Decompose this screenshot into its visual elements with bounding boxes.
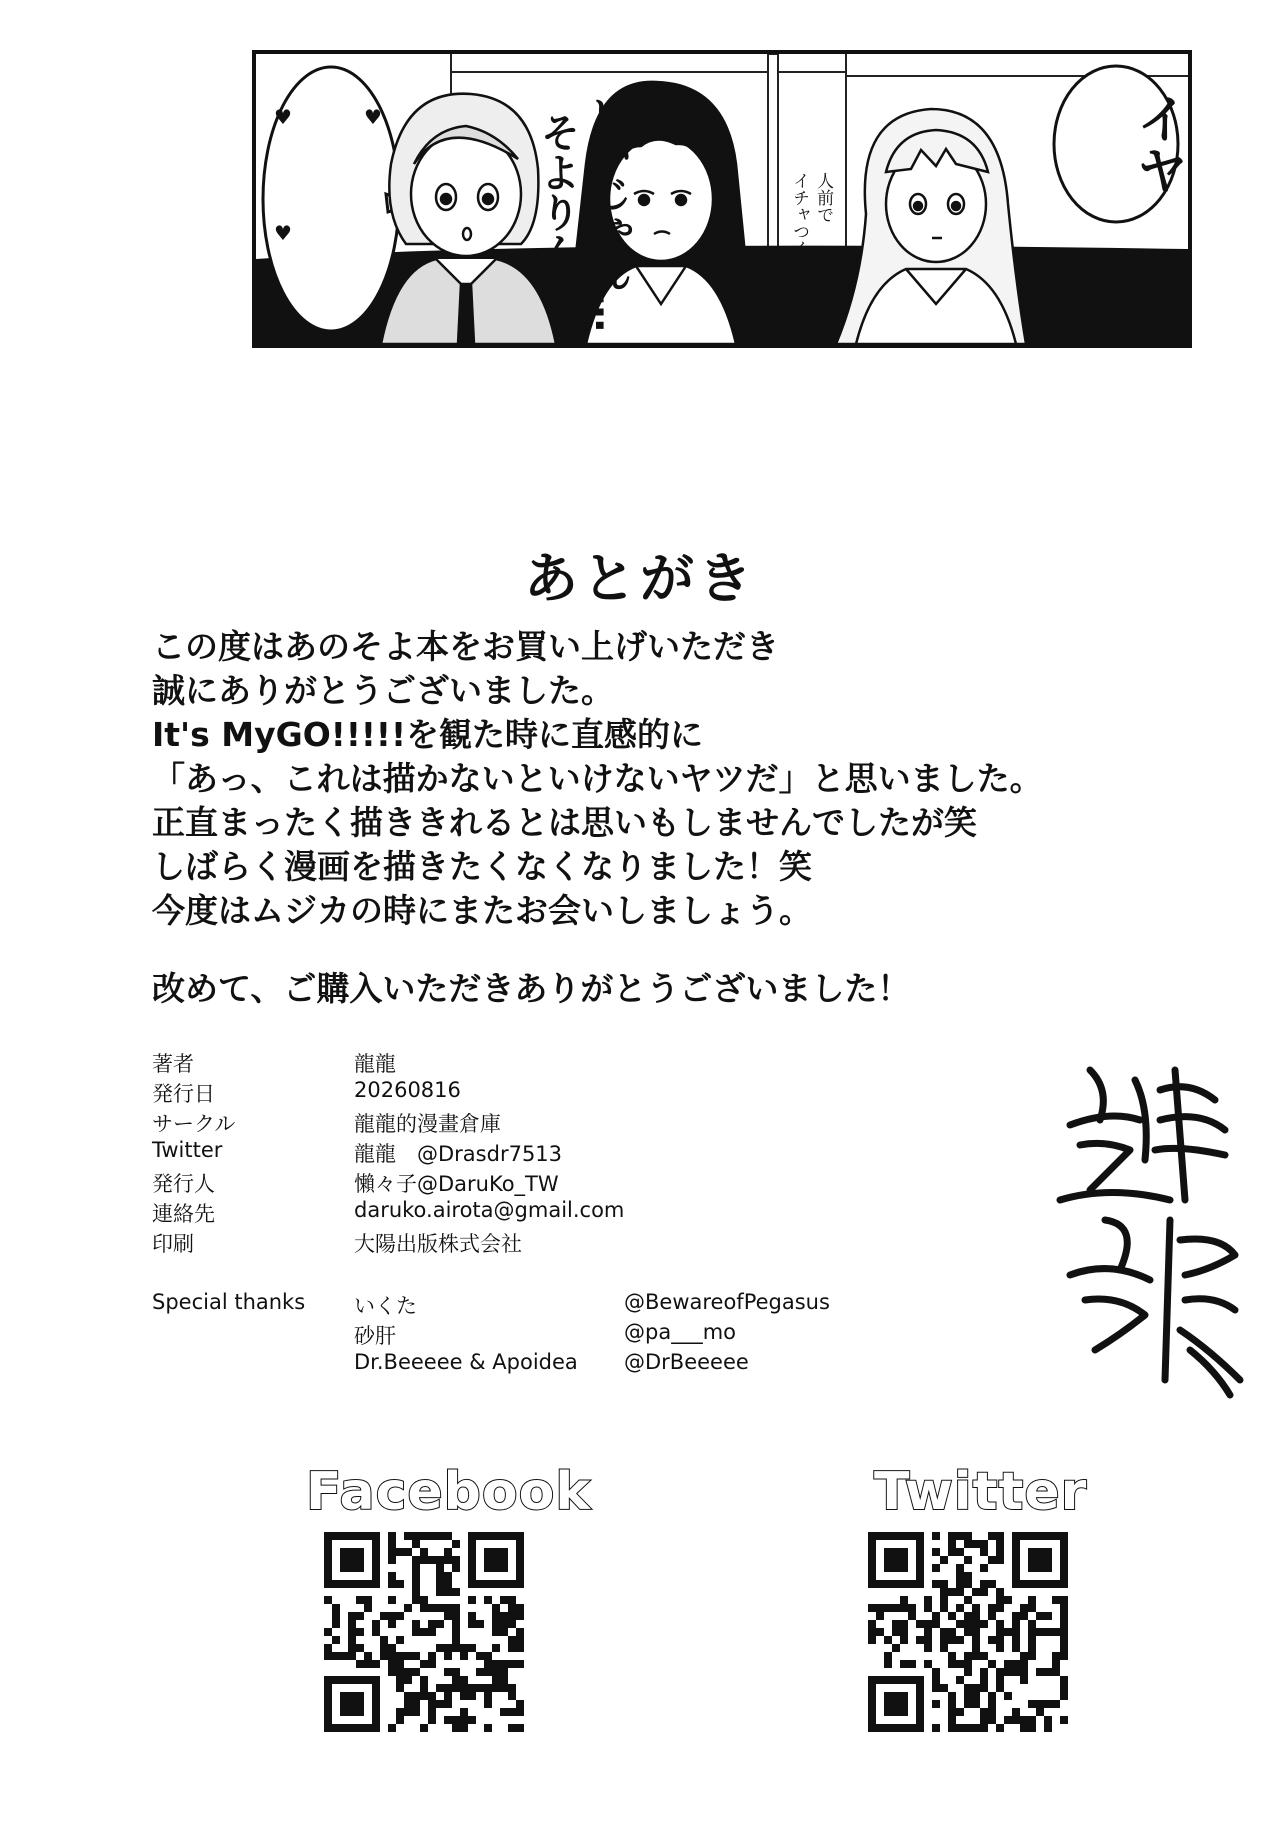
left-bubble-line-2: そよりん〜 <box>534 112 580 312</box>
colophon-value: 懶々子@DaruKo_TW <box>354 1172 559 1196</box>
left-bubble-line-1: いいじゃん… <box>586 92 632 332</box>
thanks-handle: @BewareofPegasus <box>624 1290 830 1314</box>
special-thanks-label: Special thanks <box>152 1290 306 1314</box>
afterword-title: あとがき <box>524 547 756 610</box>
colophon-value: 大陽出版株式会社 <box>354 1232 522 1256</box>
murmur-line-1: 人前で <box>813 172 834 223</box>
colophon-value: 龍龍 <box>354 1052 396 1076</box>
thanks-handle: @DrBeeeee <box>624 1350 749 1374</box>
svg-text:♥: ♥ <box>274 105 292 129</box>
facebook-label: Facebook <box>306 1462 591 1522</box>
twitter-label: Twitter <box>874 1462 1088 1522</box>
afterword-line: しばらく漫画を描きたくなくなりました！笑 <box>152 847 812 886</box>
colophon-key: 印刷 <box>152 1232 194 1256</box>
afterword-line: 誠にありがとうございました。 <box>152 671 614 710</box>
afterword-line: この度はあのそよ本をお買い上げいただき <box>152 627 779 666</box>
colophon-key: サークル <box>152 1112 236 1136</box>
afterword-line: 正直まったく描ききれるとは思いもしませんでしたが笑 <box>152 803 977 842</box>
colophon-key: 連絡先 <box>152 1202 215 1226</box>
colophon-value: 龍龍的漫畫倉庫 <box>354 1112 501 1136</box>
colophon-key: 著者 <box>152 1052 194 1076</box>
panel-illustration <box>256 54 1188 344</box>
right-bubble: イヤ <box>1126 92 1187 196</box>
thanks-name: 砂肝 <box>354 1324 396 1348</box>
facebook-qr-code[interactable] <box>324 1532 524 1732</box>
afterword-line: It's MyGO!!!!!を観た時に直感的に <box>152 715 704 754</box>
afterword-closing: 改めて、ご購入いただきありがとうございました！ <box>152 969 911 1008</box>
svg-text:♥: ♥ <box>274 221 292 245</box>
afterword-line: 今度はムジカの時にまたお会いしましょう。 <box>152 891 812 930</box>
murmur-line-2: イチャつくな <box>789 172 810 274</box>
manga-panel <box>252 50 1192 348</box>
thanks-handle: @pa___mo <box>624 1320 737 1344</box>
colophon-key: 発行人 <box>152 1172 215 1196</box>
afterword-body <box>152 625 1043 933</box>
thanks-name: いくた <box>354 1294 417 1318</box>
colophon-value: 龍龍 @Drasdr7513 <box>354 1142 563 1166</box>
twitter-qr-code[interactable] <box>868 1532 1068 1732</box>
handwritten-signature <box>1050 1050 1250 1410</box>
afterword-line: 「あっ、これは描かないといけないヤツだ」と思いました。 <box>152 759 1043 798</box>
colophon-key: Twitter <box>152 1138 223 1162</box>
svg-text:♥: ♥ <box>364 105 382 129</box>
colophon-key: 発行日 <box>152 1082 215 1106</box>
colophon-value: 20260816 <box>354 1078 461 1102</box>
colophon-value: daruko.airota@gmail.com <box>354 1198 625 1222</box>
thanks-name: Dr.Beeeee & Apoidea <box>354 1350 578 1374</box>
